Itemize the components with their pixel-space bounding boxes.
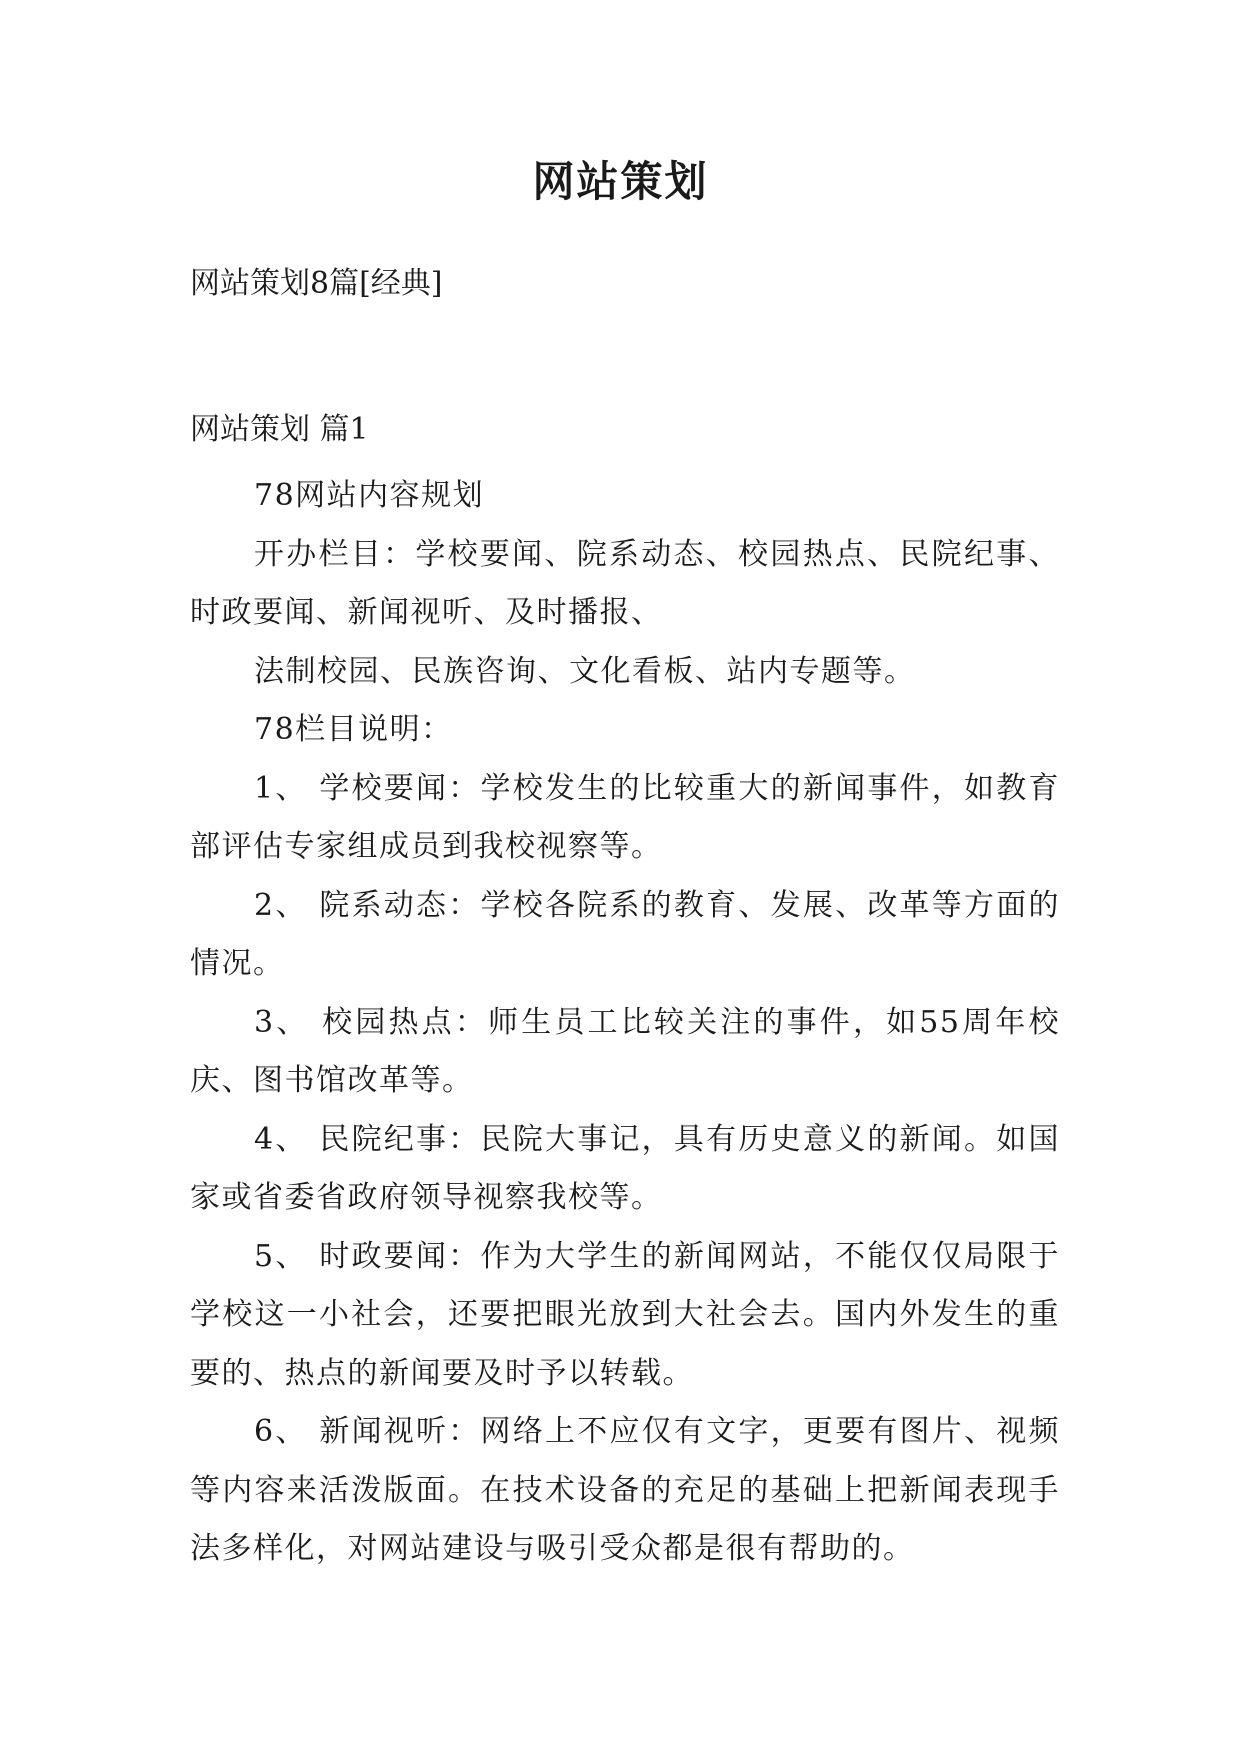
paragraph-columns-list-continued: 法制校园、民族咨询、文化看板、站内专题等。: [254, 653, 916, 689]
list-item-current-affairs: 5、 时政要闻：作为大学生的新闻网站，不能仅仅局限于学校这一小社会，还要把眼光放到大社会去。国内外发生的重要的、热点的新闻要及时予以转载。: [190, 1238, 1060, 1391]
document-subtitle: 网站策划8篇[经典]: [190, 266, 443, 301]
document-body: [190, 467, 1060, 1579]
document-title: 网站策划: [532, 157, 709, 206]
paragraph-columns-description: 78栏目说明：: [254, 712, 453, 747]
list-item-department-news: 2、 院系动态：学校各院系的教育、发展、改革等方面的情况。: [190, 887, 1060, 981]
paragraph-columns-list: 开办栏目：学校要闻、院系动态、校园热点、民院纪事、时政要闻、新闻视听、及时播报、: [190, 536, 1060, 630]
paragraph-content-plan: 78网站内容规划: [254, 478, 485, 513]
list-item-campus-hotspots: 3、 校园热点：师生员工比较关注的事件，如55周年校庆、图书馆改革等。: [190, 1004, 1060, 1098]
list-item-school-news: 1、 学校要闻：学校发生的比较重大的新闻事件，如教育部评估专家组成员到我校视察等。: [190, 770, 1060, 864]
list-item-news-media: 6、 新闻视听：网络上不应仅有文字，更要有图片、视频等内容来活泼版面。在技术设备的充足的基础上把新闻表现手法多样化，对网站建设与吸引受众都是很有帮助的。: [190, 1414, 1060, 1566]
section-heading: 网站策划 篇1: [190, 412, 369, 447]
list-item-chronicle: 4、 民院纪事：民院大事记，具有历史意义的新闻。如国家或省委省政府领导视察我校等。: [190, 1121, 1060, 1215]
